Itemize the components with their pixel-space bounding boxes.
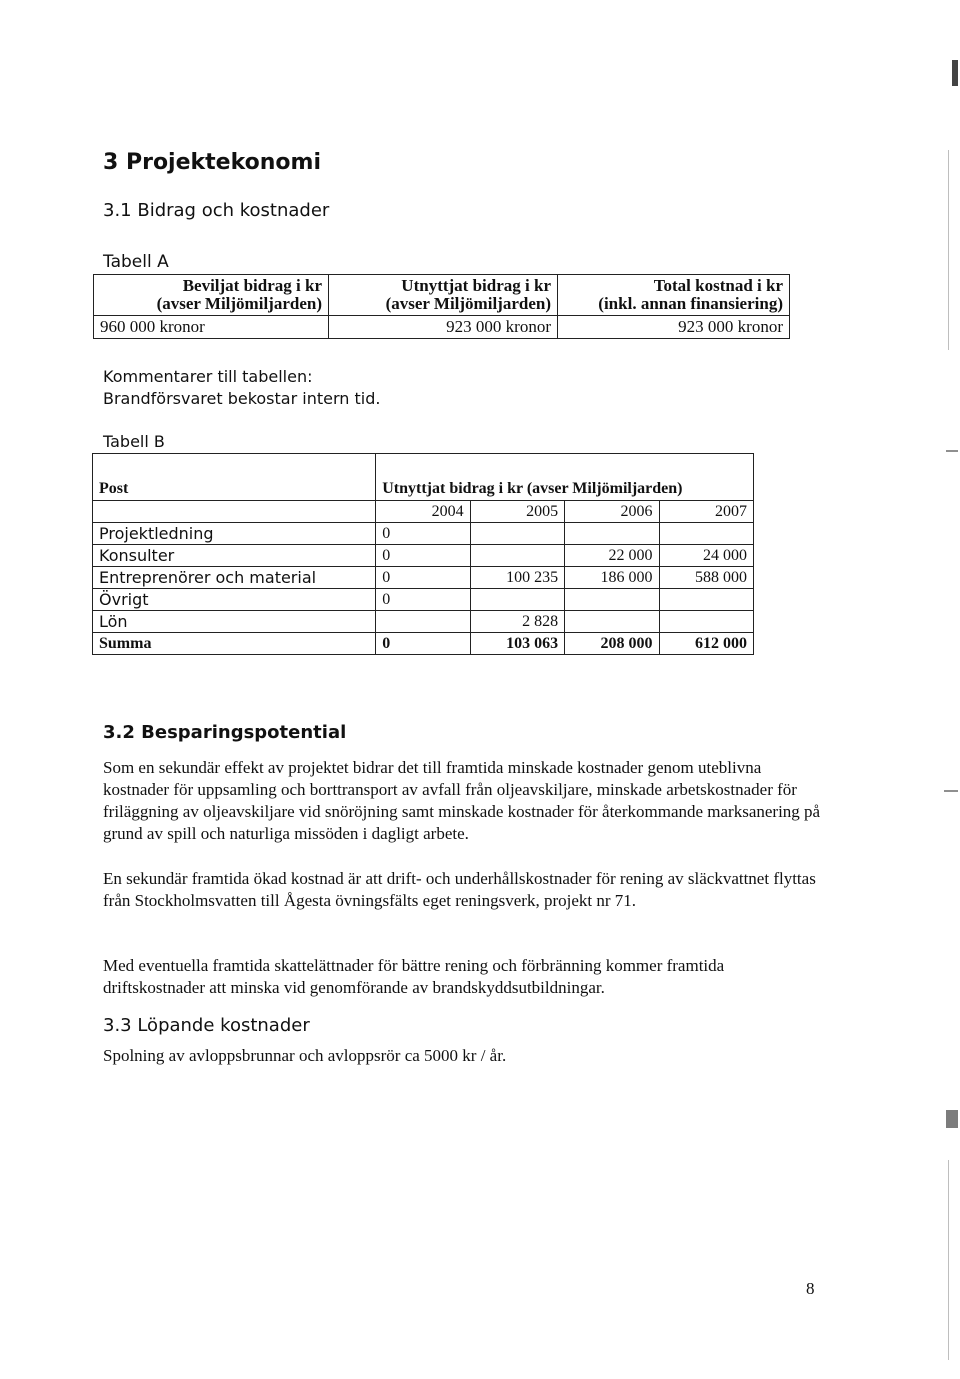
comments-text: Brandförsvaret bekostar intern tid.	[103, 389, 381, 408]
row-label: Lön	[93, 611, 376, 633]
value-cell: 0	[376, 589, 470, 611]
value-cell: 0	[376, 545, 470, 567]
table-a-header-cell: Beviljat bidrag i kr (avser Miljömiljarden)	[94, 275, 329, 316]
table-row	[93, 611, 754, 633]
value-cell	[565, 611, 659, 633]
paragraph: Som en sekundär effekt av projektet bidrar det till framtida minskade kostnader genom uteblivna kostnader för uppsamling och borttransport av avfall från oljeavskiljare, minskade arbetskostnader för friläggning av oljeavskiljare vid snöröjning samt minskade kostnader för återkommande marksanering på grund av spill och naturliga missöden i dagligt arbete.	[103, 758, 821, 843]
table-a-value-cell: 923 000 kronor	[329, 316, 558, 339]
page-number: 8	[806, 1279, 815, 1298]
value-cell	[470, 545, 564, 567]
value-cell: 186 000	[565, 567, 659, 589]
value-cell: 588 000	[659, 567, 753, 589]
table-row	[93, 589, 754, 611]
section-heading-3-1: 3.1 Bidrag och kostnader	[103, 200, 330, 221]
table-b-group-header: Utnyttjat bidrag i kr (avser Miljömiljarden)	[376, 454, 754, 501]
table-b	[92, 453, 754, 655]
value-cell	[659, 611, 753, 633]
table-a	[93, 274, 790, 339]
table-row	[93, 545, 754, 567]
table-a-value-cell: 960 000 kronor	[94, 316, 329, 339]
paragraph: En sekundär framtida ökad kostnad är att drift- och underhållskostnader för rening av släckvattnet flyttas från Stockholmsvatten till Ågesta övningsfälts eget reningsverk, projekt nr 71.	[103, 869, 816, 910]
year-cell: 2004	[376, 501, 470, 523]
table-b-year-row	[93, 501, 754, 523]
value-cell: 0	[376, 567, 470, 589]
comments-label: Kommentarer till tabellen:	[103, 367, 313, 386]
table-row	[93, 567, 754, 589]
paragraph: Med eventuella framtida skattelättnader för bättre rening och förbränning kommer framtida driftskostnader att minska vid genomförande av brandskyddsutbildningar.	[103, 956, 725, 997]
total-value-cell: 208 000	[565, 633, 659, 655]
table-a-header-cell: Utnyttjat bidrag i kr (avser Miljömiljarden)	[329, 275, 558, 316]
row-label: Projektledning	[93, 523, 376, 545]
table-b-post-header: Post	[93, 454, 376, 501]
value-cell: 2 828	[470, 611, 564, 633]
table-b-header-row	[93, 454, 754, 501]
scan-edge-marks	[938, 0, 960, 1379]
table-a-caption: Tabell A	[103, 252, 169, 272]
year-cell: 2007	[659, 501, 753, 523]
row-label: Övrigt	[93, 589, 376, 611]
paragraph: Spolning av avloppsbrunnar och avloppsrör ca 5000 kr / år.	[103, 1046, 507, 1065]
table-a-header-row	[94, 275, 790, 316]
table-a-value-row	[94, 316, 790, 339]
table-total-row	[93, 633, 754, 655]
value-cell	[659, 589, 753, 611]
section-heading-3-2: 3.2 Besparingspotential	[103, 722, 347, 743]
table-a-value-cell: 923 000 kronor	[558, 316, 790, 339]
row-label: Konsulter	[93, 545, 376, 567]
value-cell: 24 000	[659, 545, 753, 567]
value-cell	[659, 523, 753, 545]
value-cell: 0	[376, 523, 470, 545]
value-cell	[470, 589, 564, 611]
table-row	[93, 523, 754, 545]
total-value-cell: 103 063	[470, 633, 564, 655]
table-a-header-cell: Total kostnad i kr (inkl. annan finansiering)	[558, 275, 790, 316]
section-heading-3-3: 3.3 Löpande kostnader	[103, 1015, 310, 1036]
value-cell	[565, 589, 659, 611]
value-cell	[376, 611, 470, 633]
value-cell	[470, 523, 564, 545]
value-cell: 100 235	[470, 567, 564, 589]
total-value-cell: 0	[376, 633, 470, 655]
total-value-cell: 612 000	[659, 633, 753, 655]
value-cell: 22 000	[565, 545, 659, 567]
total-label: Summa	[93, 633, 376, 655]
row-label: Entreprenörer och material	[93, 567, 376, 589]
year-cell: 2006	[565, 501, 659, 523]
table-b-caption: Tabell B	[103, 432, 165, 451]
value-cell	[565, 523, 659, 545]
year-cell: 2005	[470, 501, 564, 523]
page-heading: 3 Projektekonomi	[103, 150, 321, 175]
